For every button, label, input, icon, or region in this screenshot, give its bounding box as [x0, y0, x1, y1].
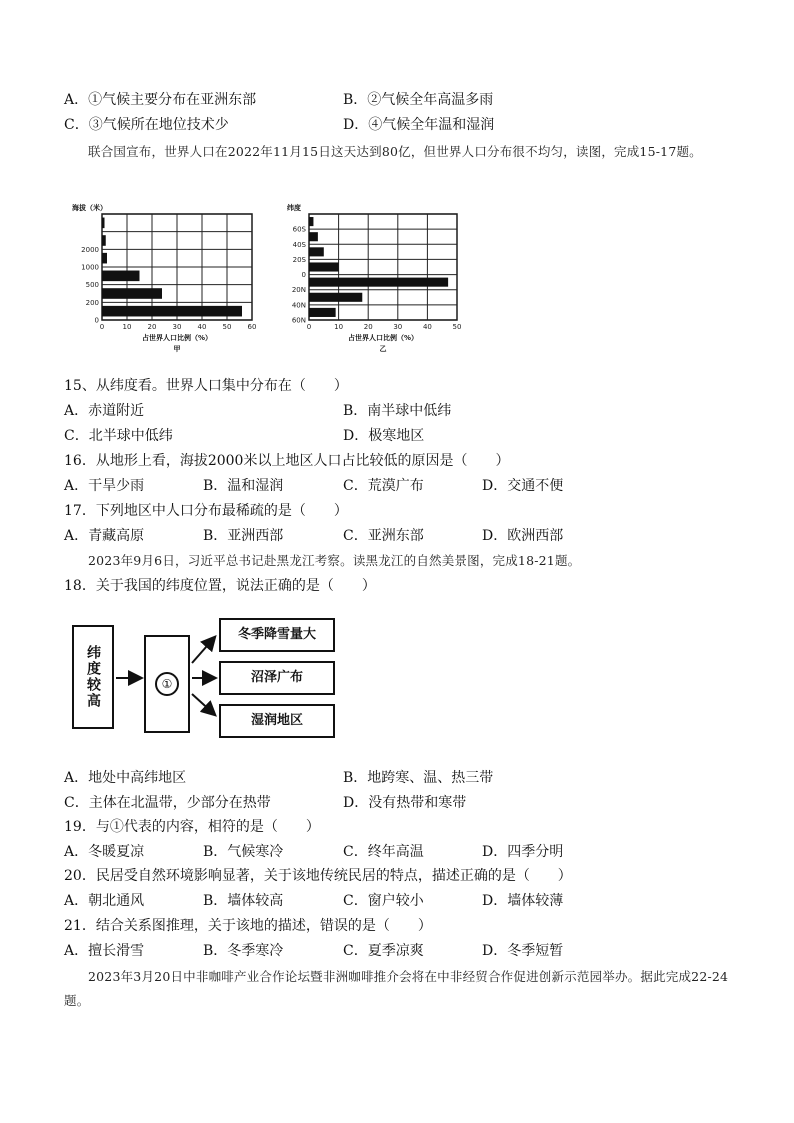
chart-a-x-tick: 40: [197, 323, 207, 331]
chart-a-x-tick: 30: [172, 323, 182, 331]
q21-stem: 21．结合关系图推理，关于该地的描述，错误的是（ ）: [64, 918, 432, 934]
chart-a-x-tick: 60: [247, 323, 257, 331]
chart-b-title: 纬度: [287, 204, 301, 212]
q17-option-a[interactable]: A．青藏高原: [64, 528, 145, 544]
intro-22-24: 2023年3月20日中非咖啡产业合作论坛暨非洲咖啡推介会将在中非经贸合作促进创新示范园举办。据此完成22-24题。: [64, 969, 729, 1008]
q17-option-c[interactable]: C．亚洲东部: [343, 528, 424, 544]
chart-a-y-tick: 2000: [81, 245, 99, 254]
chart-a-title: 海拔（米）: [72, 204, 107, 212]
chart-b-x-tick: 30: [393, 323, 403, 331]
chart-b-bar: [309, 262, 339, 271]
q15-stem: 15、从纬度看。世界人口集中分布在（ ）: [64, 378, 348, 394]
relationship-diagram: [64, 608, 354, 758]
chart-b-y-tick: 40N: [291, 301, 306, 310]
q16-option-c[interactable]: C．荒漠广布: [343, 478, 424, 494]
diagram-right-box-1: 冬季降雪量大: [219, 618, 335, 652]
chart-b-caption: 乙: [379, 345, 387, 353]
q15-option-b[interactable]: B．南半球中低纬: [343, 403, 452, 419]
chart-a-bar: [102, 253, 107, 264]
chart-a-y-tick: 1000: [81, 263, 99, 272]
q21-option-c[interactable]: C．夏季凉爽: [343, 943, 424, 959]
chart-a-bar: [102, 235, 106, 246]
chart-a-x-tick: 0: [99, 323, 105, 331]
chart-a-caption: 甲: [173, 345, 181, 353]
chart-b-y-tick: 60S: [292, 225, 306, 234]
q16-option-a[interactable]: A．干旱少雨: [64, 478, 145, 494]
q19-option-d[interactable]: D．四季分明: [482, 844, 564, 860]
chart-b-x-tick: 50: [452, 323, 462, 331]
q17-option-d[interactable]: D．欧洲西部: [482, 528, 564, 544]
chart-b-x-tick: 0: [306, 323, 312, 331]
q20-option-b[interactable]: B．墙体较高: [203, 893, 284, 909]
latitude-population-chart: [285, 200, 465, 360]
q21-option-a[interactable]: A．擅长滑雪: [64, 943, 145, 959]
q16-stem: 16．从地形上看，海拔2000米以上地区人口占比较低的原因是（ ）: [64, 453, 510, 469]
diagram-right-box-3: 湿润地区: [219, 704, 335, 738]
q18-option-b[interactable]: B．地跨寒、温、热三带: [343, 770, 494, 786]
altitude-population-chart: [70, 200, 260, 360]
chart-b-y-tick: 20S: [292, 255, 306, 264]
q20-option-c[interactable]: C．窗户较小: [343, 893, 424, 909]
q21-option-b[interactable]: B．冬季寒冷: [203, 943, 284, 959]
q20-option-a[interactable]: A．朝北通风: [64, 893, 145, 909]
q21-option-d[interactable]: D．冬季短暂: [482, 943, 564, 959]
chart-b-x-tick: 40: [422, 323, 432, 331]
q19-option-b[interactable]: B．气候寒冷: [203, 844, 284, 860]
chart-b-y-tick: 20N: [291, 286, 306, 295]
q16-option-b[interactable]: B．温和湿润: [203, 478, 284, 494]
chart-b-bar: [309, 247, 324, 256]
chart-a-bar: [102, 218, 105, 229]
q19-option-c[interactable]: C．终年高温: [343, 844, 424, 860]
intro-15-17: 联合国宣布，世界人口在2022年11月15日这天达到80亿，但世界人口分布很不均匀，读图，完成15-17题。: [88, 144, 702, 159]
chart-b-bar: [309, 293, 362, 302]
diagram-middle-box: [144, 635, 190, 733]
chart-b-bar: [309, 217, 313, 226]
chart-a-x-tick: 10: [122, 323, 132, 331]
chart-b-y-tick: 60N: [291, 316, 306, 325]
diagram-left-label: 纬度较高: [85, 645, 101, 709]
chart-a-y-tick: 0: [94, 316, 99, 325]
chart-a-x-tick: 20: [147, 323, 157, 331]
q15-option-d[interactable]: D．极寒地区: [343, 428, 425, 444]
chart-b-x-axis-title: 占世界人口比例（%）: [347, 334, 419, 342]
chart-a-y-tick: 200: [85, 298, 99, 307]
q16-option-d[interactable]: D．交通不便: [482, 478, 564, 494]
chart-b-x-tick: 10: [334, 323, 344, 331]
intro-18-21: 2023年9月6日，习近平总书记赴黑龙江考察。读黑龙江的自然美景图，完成18-21题。: [88, 553, 581, 568]
q18-option-c[interactable]: C．主体在北温带，少部分在热带: [64, 795, 271, 811]
diagram-circle-marker: ①: [155, 672, 179, 696]
chart-a-x-axis-title: 占世界人口比例（%）: [141, 334, 213, 342]
q14-option-a[interactable]: A．①气候主要分布在亚洲东部: [64, 92, 257, 108]
q14-option-c[interactable]: C．③气候所在地位技术少: [64, 117, 229, 133]
q15-option-a[interactable]: A．赤道附近: [64, 403, 145, 419]
q19-stem: 19．与①代表的内容，相符的是（ ）: [64, 819, 320, 835]
chart-a-bar: [102, 306, 242, 317]
chart-b-y-tick: 0: [301, 271, 306, 280]
chart-b-x-tick: 20: [363, 323, 373, 331]
q19-option-a[interactable]: A．冬暖夏凉: [64, 844, 145, 860]
q18-stem: 18．关于我国的纬度位置，说法正确的是（ ）: [64, 578, 376, 594]
diagram-right-box-2: 沼泽广布: [219, 661, 335, 695]
q14-option-d[interactable]: D．④气候全年温和湿润: [343, 117, 495, 133]
q20-option-d[interactable]: D．墙体较薄: [482, 893, 564, 909]
chart-b-y-tick: 40S: [292, 240, 306, 249]
chart-a-bar: [102, 288, 162, 299]
q17-option-b[interactable]: B．亚洲西部: [203, 528, 284, 544]
chart-b-bar: [309, 308, 336, 317]
chart-a-x-tick: 50: [222, 323, 232, 331]
q20-stem: 20．民居受自然环境影响显著，关于该地传统民居的特点，描述正确的是（ ）: [64, 868, 572, 884]
q14-option-b[interactable]: B．②气候全年高温多雨: [343, 92, 494, 108]
q18-option-d[interactable]: D．没有热带和寒带: [343, 795, 467, 811]
chart-a-y-tick: 500: [85, 281, 99, 290]
chart-a-bar: [102, 271, 140, 282]
q15-option-c[interactable]: C．北半球中低纬: [64, 428, 173, 444]
chart-b-bar: [309, 232, 318, 241]
q17-stem: 17．下列地区中人口分布最稀疏的是（ ）: [64, 503, 348, 519]
q18-option-a[interactable]: A．地处中高纬地区: [64, 770, 187, 786]
chart-b-bar: [309, 278, 448, 287]
